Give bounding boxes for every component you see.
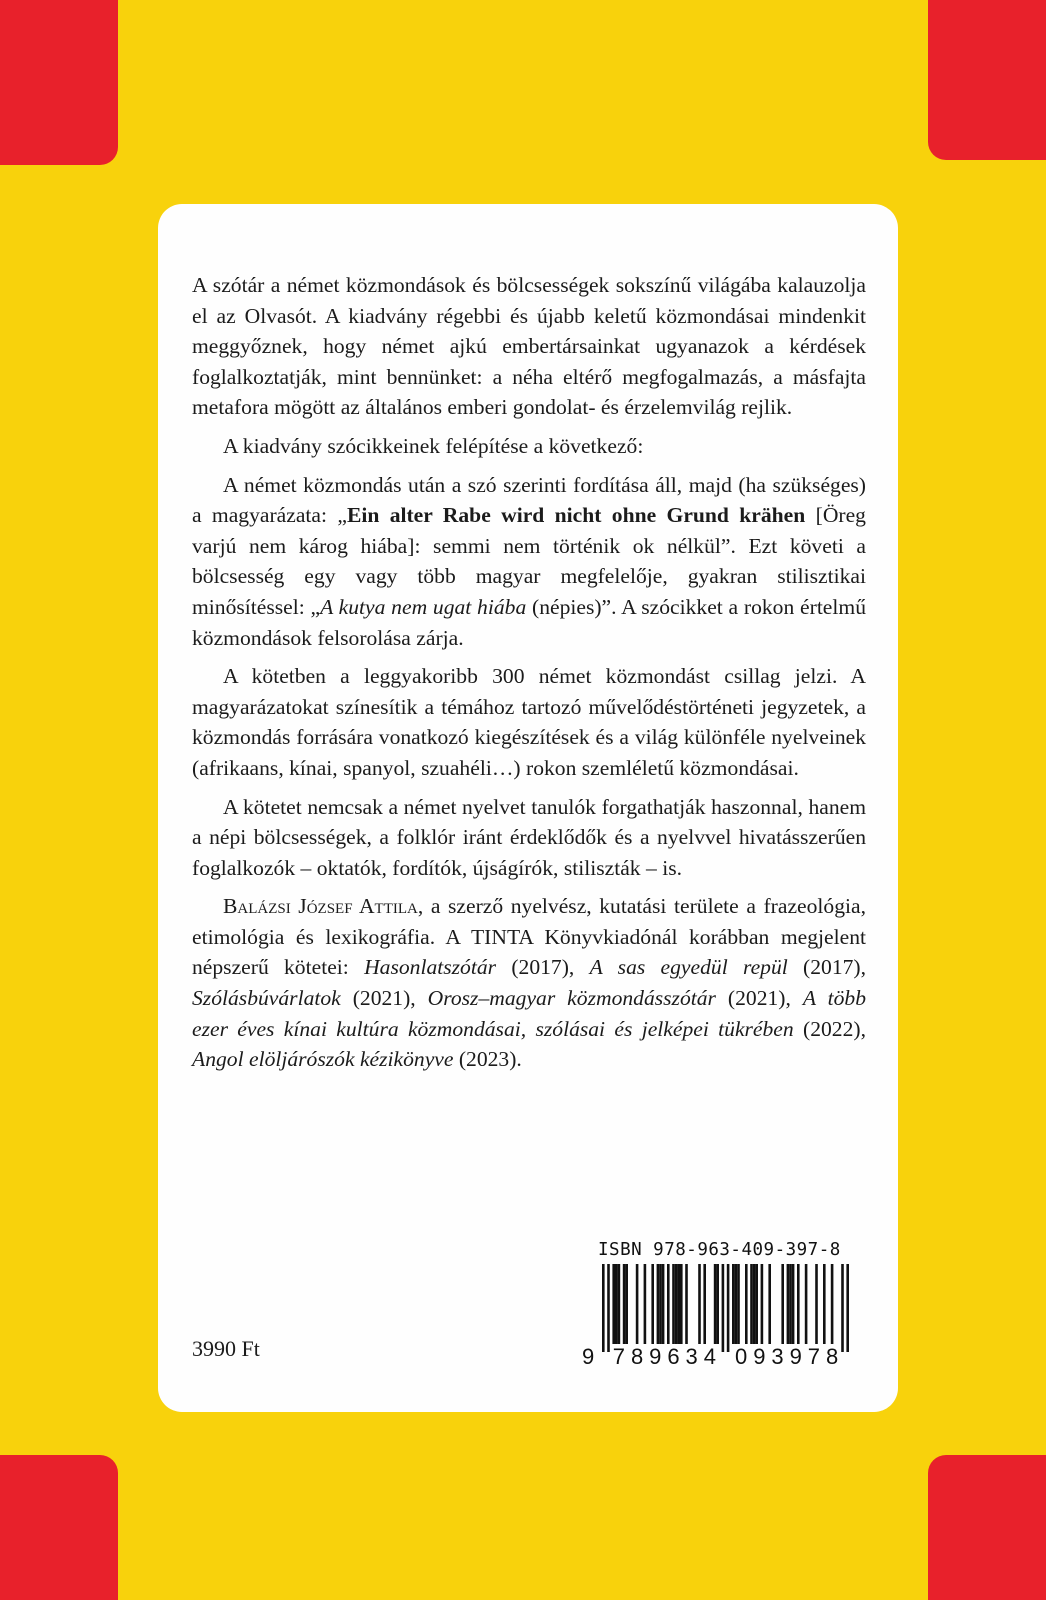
barcode-bar [823,1264,826,1344]
barcode-bar [750,1264,753,1344]
barcode-bar [644,1264,647,1344]
description-paragraph [192,792,866,884]
barcode-bar [618,1264,621,1344]
text-run: (2023). [453,1047,522,1072]
text-run: [Öreg varjú nem károg hiába]: semmi nem történik ok nélkül”. Ezt követi a bölcsesség egy vagy több magyar megfelelője, gyakran stilisztikai minősítéssel: „ [192,503,866,619]
barcode-bar [789,1264,792,1344]
barcode-bar [602,1264,605,1352]
text-run: (2021), [715,986,803,1011]
barcode-bar [761,1264,764,1344]
barcode-bar [612,1264,615,1344]
red-corner-bottom-right [928,1455,1046,1600]
barcode-bar [846,1264,849,1352]
description-paragraph [192,661,866,783]
description-paragraph [192,891,866,1075]
barcode-bar [727,1264,730,1352]
barcode-bar [623,1264,626,1344]
text-run: Hasonlatszótár [364,955,497,980]
text-run: Orosz–magyar közmondásszótár [427,986,716,1011]
barcode-bar [831,1264,834,1344]
barcode-digits-right: 093978 [735,1344,839,1369]
barcode-bar [792,1264,795,1344]
description-paragraph [192,270,866,423]
red-corner-top-right [928,0,1046,160]
barcode-bar [781,1264,784,1344]
back-cover-panel [158,204,898,1412]
barcode-bar [716,1264,719,1344]
barcode-bar [732,1264,735,1344]
text-run: Szólásbúvárlatok [192,986,341,1011]
barcode-bar [651,1264,654,1344]
barcode-bar [675,1264,678,1344]
isbn-label: ISBN 978-963-409-397-8 [598,1240,841,1260]
barcode-image [582,1264,882,1374]
barcode-bar [703,1264,706,1344]
barcode-bar [667,1264,670,1344]
barcode-bar [657,1264,660,1344]
barcode-bar [625,1264,628,1344]
text-run: A német közmondás után a szó szerinti fordítása áll, majd (ha szükséges) a magyarázata: „ [192,472,866,528]
barcode-bar [685,1264,688,1344]
text-run: A kiadvány szócikkeinek felépítése a következő: [223,433,644,458]
description-text [192,270,866,1083]
text-run: Angol elöljárószók kézikönyve [192,1047,454,1072]
text-run: (népies)”. A szócikket a rokon értelmű közmondások felsorolása zárja. [192,594,866,650]
barcode-bar [753,1264,756,1344]
barcode-digits-left: 789634 [612,1344,716,1369]
barcode-bar [607,1264,610,1352]
text-run: A sas egyedül repül [589,955,788,980]
barcode-bar [615,1264,618,1344]
description-paragraph [192,470,866,654]
barcode-bar [714,1264,717,1344]
text-run: A több ezer éves kínai kultúra közmondásai, szólásai és jelképei tükrében [192,986,867,1041]
author-name: Balázsi József Attila [223,894,418,919]
barcode-bar [815,1264,818,1344]
red-corner-bottom-left [0,1455,118,1600]
barcode-bar [737,1264,740,1344]
barcode-bar [672,1264,675,1344]
text-run: (2017), [787,955,867,980]
text-run: A kutya nem ugat hiába [320,594,527,619]
barcode-bar [680,1264,683,1344]
barcode-bar [841,1264,844,1352]
barcode-bar [659,1264,662,1344]
text-run: A kötetet nemcsak a német nyelvet tanulók forgathatják haszonnal, hanem a népi bölcsességek, a folklór iránt érdeklődők és a nyelvvel hivatásszerűen foglalkozók – oktatók, fordítók, újságírók, stiliszták – is. [192,794,866,880]
price-label: 3990 Ft [192,1336,260,1361]
barcode-bar [662,1264,665,1344]
barcode-bar [698,1264,701,1344]
text-run: , a szerző nyelvész, kutatási területe a frazeológia, etimológia és lexikográfia. A TINTA Könyvkiadónál korábban megjelent népszerű kötetei: [192,894,866,980]
red-corner-top-left [0,0,118,165]
barcode-bar [768,1264,771,1344]
barcode-bar [755,1264,758,1344]
barcode-bar [787,1264,790,1344]
text-run: (2017), [496,955,590,980]
text-run: A szótár a német közmondások és bölcsességek sokszínű világába kalauzolja el az Olvasót. A kiadvány régebbi és újabb keletű közmondásai mindenkit meggyőznek, hogy német ajkú embertársainkat ugyanazok a kérdések foglalkoztatják, mint bennünket: a néha eltérő megfogalmazás, a másfajta metafora mögött az általános emberi gondolat- és érzelemvilág rejlik. [192,273,866,420]
barcode-bar [677,1264,680,1344]
text-run: (2021), [340,986,428,1011]
barcode-bar [797,1264,800,1344]
text-run: A kötetben a leggyakoribb 300 német közmondást csillag jelzi. A magyarázatokat színesítik a témához tartozó művelődéstörténeti jegyzetek, a közmondás forrására vonatkozó kiegészítések és a világ különféle nyelveinek (afrikaans, kínai, spanyol, szuahéli…) rokon szemléletű közmondásai. [192,664,866,780]
barcode-bar [636,1264,639,1344]
barcode-digit-lead: 9 [582,1344,595,1369]
description-paragraph [192,431,866,462]
barcode-bar [805,1264,808,1344]
text-run: Ein alter Rabe wird nicht ohne Grund krähen [346,503,806,528]
barcode-bar [722,1264,725,1352]
text-run: (2022), [793,1016,866,1041]
barcode-bar [735,1264,738,1344]
barcode-bar [745,1264,748,1344]
